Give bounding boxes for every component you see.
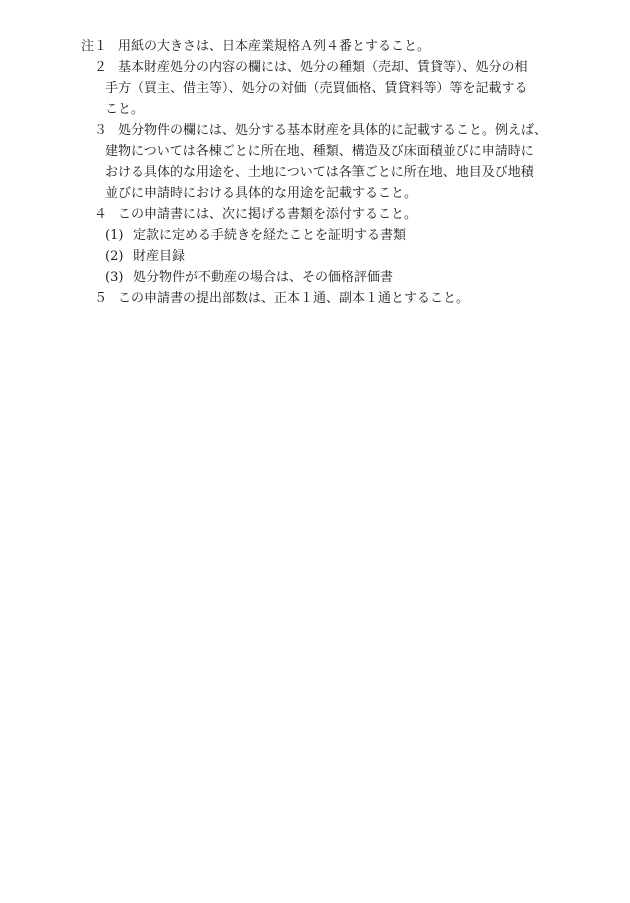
note-number: 注１ (81, 39, 108, 54)
note-4 (0, 204, 630, 225)
notes-list (0, 36, 630, 309)
note-4-sub-3 (0, 267, 630, 288)
note-5 (0, 288, 630, 309)
note-number: ３ (94, 123, 108, 138)
note-3 (0, 120, 630, 204)
note-line: こと。 (105, 102, 145, 117)
note-number: ４ (94, 207, 108, 222)
note-1 (0, 36, 630, 57)
note-number: ５ (94, 291, 108, 306)
sub-item-text: 財産目録 (133, 249, 186, 264)
note-2 (0, 57, 630, 120)
note-line: 手方（買主、借主等）、処分の対価（売買価格、賃貸料等）等を記載する (105, 81, 528, 96)
note-4-sub-2 (0, 246, 630, 267)
sub-item-number: (2) (105, 249, 124, 264)
note-4-sub-1 (0, 225, 630, 246)
note-line: 処分物件の欄には、処分する基本財産を具体的に記載すること。例えば、 (118, 123, 548, 138)
sub-item-number: (3) (105, 270, 124, 285)
note-line: 建物については各棟ごとに所在地、種類、構造及び床面積並びに申請時に (105, 144, 534, 159)
note-line: おける具体的な用途を、土地については各筆ごとに所在地、地目及び地積 (105, 165, 534, 180)
note-line: この申請書の提出部数は、正本１通、副本１通とすること。 (118, 291, 470, 306)
note-line: 並びに申請時における具体的な用途を記載すること。 (105, 186, 418, 201)
note-line: 基本財産処分の内容の欄には、処分の種類（売却、賃貸等）、処分の相 (118, 60, 528, 75)
note-line: この申請書には、次に掲げる書類を添付すること。 (118, 207, 418, 222)
sub-item-number: (1) (105, 228, 124, 243)
sub-item-text: 定款に定める手続きを経たことを証明する書類 (133, 228, 407, 243)
sub-item-text: 処分物件が不動産の場合は、その価格評価書 (133, 270, 394, 285)
note-number: ２ (94, 60, 108, 75)
note-line: 用紙の大きさは、日本産業規格Ａ列４番とすること。 (118, 39, 431, 54)
